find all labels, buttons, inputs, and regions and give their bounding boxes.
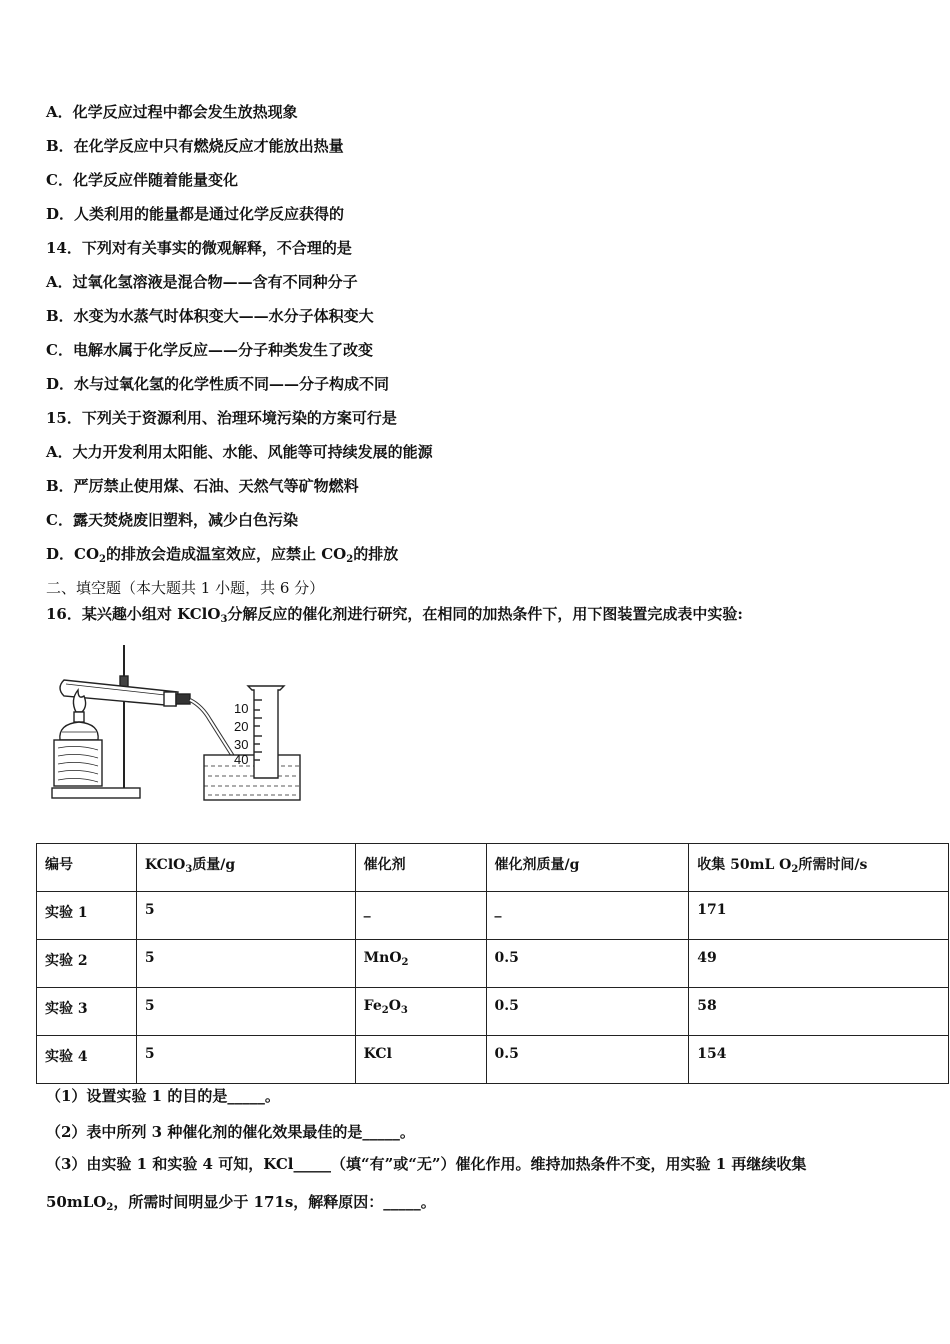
table-header-row bbox=[37, 844, 949, 892]
q14-option-c: C．电解水属于化学反应——分子种类发生了改变 bbox=[46, 341, 373, 359]
q15-option-b: B．严厉禁止使用煤、石油、天然气等矿物燃料 bbox=[46, 477, 359, 495]
cell-catalyst: MnO$_2$ bbox=[355, 940, 486, 988]
q16-part-2: （2）表中所列 3 种催化剂的催化效果最佳的是_____。 bbox=[46, 1123, 415, 1141]
cell-id: 实验 1 bbox=[37, 892, 137, 940]
header-kclo3-mass: KClO$_3$质量/g bbox=[136, 844, 355, 892]
q14-option-b: B．水变为水蒸气时体积变大——水分子体积变大 bbox=[46, 307, 374, 325]
cell-catalyst: $Fe_2O_3$ bbox=[355, 988, 486, 1036]
cell-catalyst-mass: 0.5 bbox=[486, 988, 689, 1036]
q16-part-3-continued: 50mLO$_2$，所需时间明显少于 171s，解释原因：_____。 bbox=[46, 1193, 436, 1213]
cell-mass: 5 bbox=[136, 892, 355, 940]
q13-option-a: A．化学反应过程中都会发生放热现象 bbox=[46, 103, 298, 121]
cell-catalyst-mass: 0.5 bbox=[486, 940, 689, 988]
cell-time: 49 bbox=[689, 940, 949, 988]
q13-option-c: C．化学反应伴随着能量变化 bbox=[46, 171, 238, 189]
q15-option-c: C．露天焚烧废旧塑料，减少白色污染 bbox=[46, 511, 298, 529]
q16-stem: 16．某兴趣小组对 KClO$_3$分解反应的催化剂进行研究，在相同的加热条件下，用下图装置完成表中实验: bbox=[46, 605, 743, 625]
header-time: 收集 50mL $O_2$所需时间/s bbox=[689, 844, 949, 892]
cylinder-mark-40: 40 bbox=[234, 752, 249, 767]
cell-catalyst: _ bbox=[355, 892, 486, 940]
header-catalyst-mass: 催化剂质量/g bbox=[486, 844, 689, 892]
q14-option-a: A．过氧化氢溶液是混合物——含有不同种分子 bbox=[46, 273, 358, 291]
cell-time: 154 bbox=[689, 1036, 949, 1084]
cell-mass: 5 bbox=[136, 988, 355, 1036]
water-trough bbox=[204, 755, 300, 800]
q16-part-1: （1）设置实验 1 的目的是_____。 bbox=[46, 1087, 280, 1105]
cylinder-mark-30: 30 bbox=[234, 737, 249, 752]
cell-catalyst: KCl bbox=[355, 1036, 486, 1084]
cell-catalyst-mass: 0.5 bbox=[486, 1036, 689, 1084]
experiment-table bbox=[36, 843, 949, 1084]
table-row bbox=[37, 892, 949, 940]
q15-option-d: D．$CO_2$的排放会造成温室效应，应禁止 $CO_2$的排放 bbox=[46, 545, 399, 565]
cylinder-mark-10: 10 bbox=[234, 701, 249, 716]
cell-time: 58 bbox=[689, 988, 949, 1036]
section-heading: 二、填空题（本大题共 1 小题，共 6 分） bbox=[46, 579, 325, 597]
cylinder-mark-20: 20 bbox=[234, 719, 249, 734]
table-row bbox=[37, 1036, 949, 1084]
q15-stem: 15．下列关于资源利用、治理环境污染的方案可行是 bbox=[46, 409, 397, 427]
cell-catalyst-mass: _ bbox=[486, 892, 689, 940]
q15-option-a: A．大力开发利用太阳能、水能、风能等可持续发展的能源 bbox=[46, 443, 433, 461]
graduated-cylinder bbox=[248, 686, 284, 778]
cell-mass: 5 bbox=[136, 940, 355, 988]
header-id: 编号 bbox=[37, 844, 137, 892]
stand-base bbox=[52, 788, 140, 798]
q13-option-b: B．在化学反应中只有燃烧反应才能放出热量 bbox=[46, 137, 344, 155]
q14-option-d: D．水与过氧化氢的化学性质不同——分子构成不同 bbox=[46, 375, 390, 393]
cell-mass: 5 bbox=[136, 1036, 355, 1084]
cell-id: 实验 3 bbox=[37, 988, 137, 1036]
cell-id: 实验 4 bbox=[37, 1036, 137, 1084]
table-row bbox=[37, 940, 949, 988]
wooden-block bbox=[54, 740, 102, 786]
experiment-apparatus-figure bbox=[44, 640, 304, 805]
q14-stem: 14．下列对有关事实的微观解释，不合理的是 bbox=[46, 239, 352, 257]
cell-id: 实验 2 bbox=[37, 940, 137, 988]
cell-time: 171 bbox=[689, 892, 949, 940]
table-row bbox=[37, 988, 949, 1036]
q13-option-d: D．人类利用的能量都是通过化学反应获得的 bbox=[46, 205, 345, 223]
q16-part-3: （3）由实验 1 和实验 4 可知，KCl_____（填“有”或“无”）催化作用。维持加热条件不变，用实验 1 再继续收集 bbox=[46, 1155, 807, 1173]
header-catalyst: 催化剂 bbox=[355, 844, 486, 892]
alcohol-lamp bbox=[60, 712, 98, 740]
